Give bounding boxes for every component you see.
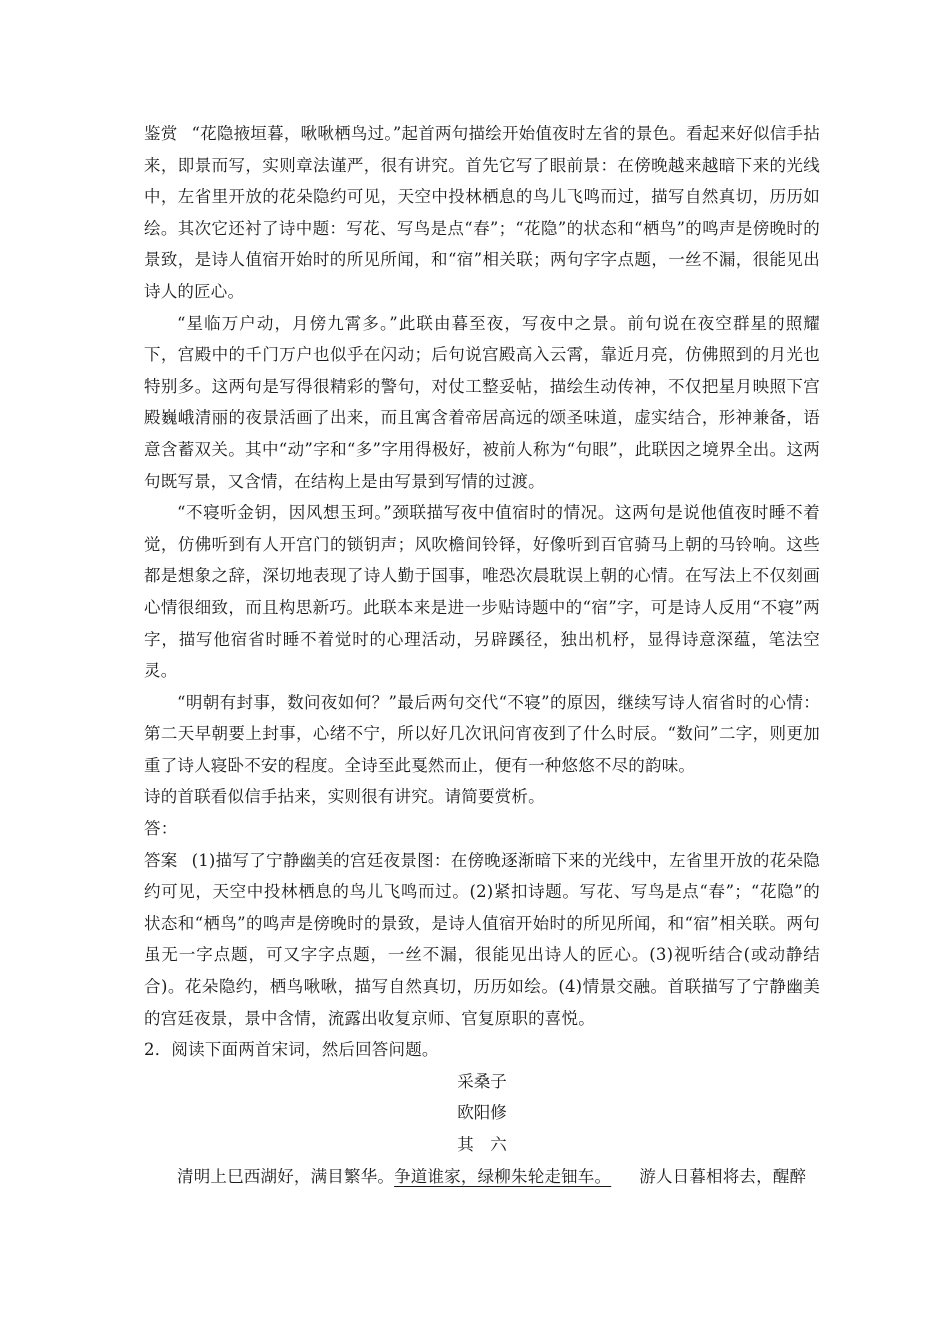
answer-text: (1)描写了宁静幽美的宫廷夜景图：在傍晚逐渐暗下来的光线中，左省里开放的花朵隐约可见，天空中投林栖息的鸟儿飞鸣而过。(2)紧扣诗题。写花、写鸟是点“春”；“花隐”的状态和“栖鸟”的鸣声是傍晚时的景致，是诗人值宿开始时的所见所闻，和“宿”相关联。两句虽无一字点题，可又字字点题，一丝不漏，很能见出诗人的匠心。(3)视听结合(或动静结合)。花朵隐约，栖鸟啾啾，描写自然真切，历历如绘。(4)情景交融。首联描写了宁静幽美的宫廷夜景，景中含情，流露出收复京师、官复原职的喜悦。 [144,850,820,1028]
appreciation-paragraph-1 [144,118,820,308]
appreciation-text-1: “花隐掖垣暮，啾啾栖鸟过。”起首两句描绘开始值夜时左省的景色。看起来好似信手拈来，即景而写，实则章法谨严，很有讲究。首先它写了眼前景：在傍晚越来越暗下来的光线中，左省里开放的花朵隐约可见，天空中投林栖息的鸟儿飞鸣而过，描写自然真切，历历如绘。其次它还衬了诗中题：写花、写鸟是点“春”；“花隐”的状态和“栖鸟”的鸣声是傍晚时的景致，是诗人值宿开始时的所见所闻，和“宿”相关联；两句字字点题，一丝不漏，很能见出诗人的匠心。 [144,124,820,301]
appreciation-paragraph-2: “星临万户动，月傍九霄多。”此联由暮至夜，写夜中之景。前句说在夜空群星的照耀下，宫殿中的千门万户也似乎在闪动；后句说宫殿高入云霄，靠近月亮，仿佛照到的月光也特别多。这两句是写得很精彩的警句，对仗工整妥帖，描绘生动传神，不仅把星月映照下宫殿巍峨清丽的夜景活画了出来，而且寓含着帝居高远的颂圣味道，虚实结合，形神兼备，语意含蓄双关。其中“动”字和“多”字用得极好，被前人称为“句眼”，此联因之境界全出。这两句既写景，又含情，在结构上是由写景到写情的过渡。 [144,313,820,491]
poem-line-start: 清明上巳西湖好，满目繁华。 [177,1166,395,1186]
poem-line-underlined: 争道谁家，绿柳朱轮走钿车。 [394,1166,612,1186]
poem-line-end: 游人日暮相将去，醒醉 [639,1166,807,1186]
answer-label: 答案 [144,850,178,870]
answer-prompt: 答： [144,819,178,839]
appreciation-label: 鉴赏 [144,124,178,143]
poem-line [144,1161,820,1193]
answer-paragraph [144,845,820,1035]
poem-title: 采桑子 [457,1071,507,1091]
appreciation-paragraph-4: “明朝有封事，数问夜如何？”最后两句交代“不寝”的原因，继续写诗人宿省时的心情：第二天早朝要上封事，心绪不宁，所以好几次讯问宵夜到了什么时辰。“数问”二字，则更加重了诗人寝卧不安的程度。全诗至此戛然而止，便有一种悠悠不尽的韵味。 [144,692,820,775]
appreciation-paragraph-3: “不寝听金钥，因风想玉珂。”颈联描写夜中值宿时的情况。这两句是说他值夜时睡不着觉，仿佛听到有人开宫门的锁钥声；风吹檐间铃铎，好像听到百官骑马上朝的马铃响。这些都是想象之辞，深切地表现了诗人勤于国事，唯恐次晨耽误上朝的心情。在写法上不仅刻画心情很细致，而且构思新巧。此联本来是进一步贴诗题中的“宿”字，可是诗人反用“不寝”两字，描写他宿省时睡不着觉时的心理活动，另辟蹊径，独出机杼，显得诗意深蕴，笔法空灵。 [144,503,820,681]
question-text: 诗的首联看似信手拈来，实则很有讲究。请简要赏析。 [144,787,545,807]
poem-author: 欧阳修 [457,1103,507,1123]
poem-subtitle: 其 六 [457,1135,507,1154]
document-page [144,118,820,1192]
question-2-prompt: 2．阅读下面两首宋词，然后回答问题。 [144,1040,439,1060]
